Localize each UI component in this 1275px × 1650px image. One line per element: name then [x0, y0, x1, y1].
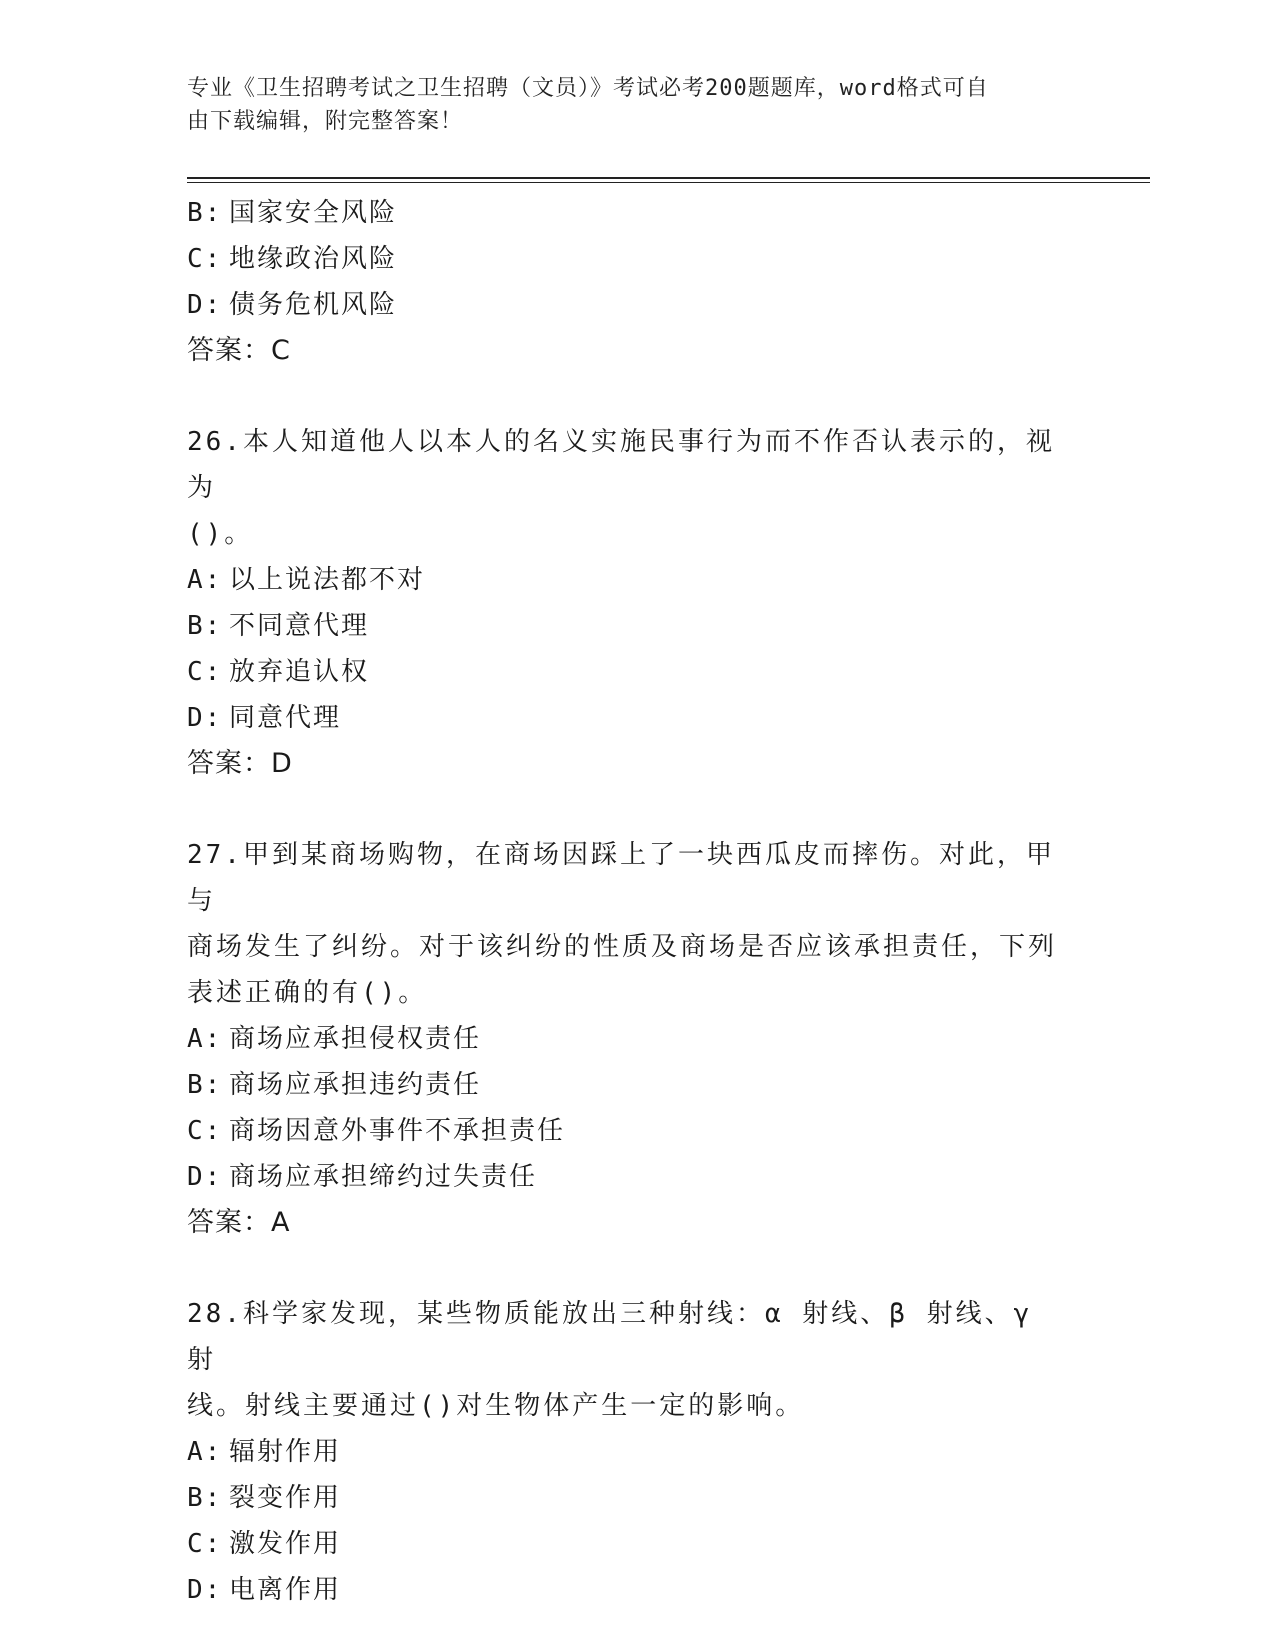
stem-line-2: ()。 — [187, 519, 254, 549]
option-a — [187, 1429, 1087, 1475]
option-text: 以上说法都不对 — [229, 565, 426, 595]
option-text: 放弃追认权 — [229, 657, 370, 687]
option-text: 商场应承担侵权责任 — [229, 1024, 482, 1054]
option-text: 激发作用 — [229, 1529, 342, 1559]
option-b — [187, 603, 1087, 649]
question-27 — [187, 832, 1087, 1246]
spacer — [187, 787, 1087, 832]
option-letter: D: — [187, 703, 223, 733]
option-c — [187, 236, 1087, 282]
answer-line: 答案：A — [187, 1207, 291, 1238]
stem-line-3: 表述正确的有()。 — [187, 978, 428, 1008]
option-letter: B: — [187, 611, 223, 641]
option-b — [187, 190, 1087, 236]
option-letter: B: — [187, 1070, 223, 1100]
option-letter: C: — [187, 1116, 223, 1146]
option-letter: B: — [187, 1483, 223, 1513]
option-d — [187, 695, 1087, 741]
option-c — [187, 649, 1087, 695]
option-d — [187, 1567, 1087, 1613]
header-line-2: 由下载编辑，附完整答案！ — [187, 109, 464, 134]
spacer — [187, 1246, 1087, 1291]
option-text: 商场应承担违约责任 — [229, 1070, 482, 1100]
option-letter: A: — [187, 1024, 223, 1054]
answer-line: 答案：C — [187, 335, 291, 366]
option-letter: B: — [187, 198, 223, 228]
option-text: 同意代理 — [229, 703, 342, 733]
option-a — [187, 557, 1087, 603]
option-letter: C: — [187, 657, 223, 687]
option-letter: D: — [187, 1575, 223, 1605]
option-text: 裂变作用 — [229, 1483, 342, 1513]
stem-line-2: 商场发生了纠纷。对于该纠纷的性质及商场是否应该承担责任，下列 — [187, 932, 1058, 962]
option-d — [187, 1154, 1087, 1200]
stem-line-2: 线。射线主要通过()对生物体产生一定的影响。 — [187, 1391, 805, 1421]
question-stem — [187, 832, 1067, 1016]
option-text: 电离作用 — [229, 1575, 342, 1605]
option-letter: D: — [187, 1162, 223, 1192]
header-divider-thin — [187, 182, 1150, 183]
option-text: 不同意代理 — [229, 611, 370, 641]
option-text: 商场应承担缔约过失责任 — [229, 1162, 538, 1192]
option-text: 国家安全风险 — [229, 198, 398, 228]
stem-line-1: 26.本人知道他人以本人的名义实施民事行为而不作否认表示的，视为 — [187, 427, 1055, 503]
question-26 — [187, 419, 1087, 787]
spacer — [187, 374, 1087, 419]
question-content — [187, 190, 1087, 1613]
answer-line: 答案：D — [187, 748, 293, 779]
option-letter: A: — [187, 1437, 223, 1467]
question-25 — [187, 190, 1087, 374]
stem-line-1: 28.科学家发现，某些物质能放出三种射线：α 射线、β 射线、γ 射 — [187, 1299, 1033, 1375]
option-text: 债务危机风险 — [229, 290, 398, 320]
stem-line-1: 27.甲到某商场购物，在商场因踩上了一块西瓜皮而摔伤。对此，甲与 — [187, 840, 1055, 916]
option-c — [187, 1108, 1087, 1154]
option-c — [187, 1521, 1087, 1567]
document-header — [187, 72, 1067, 138]
option-d — [187, 282, 1087, 328]
header-line-1: 专业《卫生招聘考试之卫生招聘（文员）》考试必考200题题库，word格式可自 — [187, 76, 989, 101]
option-text: 辐射作用 — [229, 1437, 342, 1467]
header-divider-thick — [187, 177, 1150, 179]
option-b — [187, 1062, 1087, 1108]
option-letter: C: — [187, 1529, 223, 1559]
option-text: 地缘政治风险 — [229, 244, 398, 274]
option-text: 商场因意外事件不承担责任 — [229, 1116, 566, 1146]
option-a — [187, 1016, 1087, 1062]
question-stem — [187, 1291, 1067, 1429]
question-28 — [187, 1291, 1087, 1613]
option-b — [187, 1475, 1087, 1521]
option-letter: D: — [187, 290, 223, 320]
option-letter: A: — [187, 565, 223, 595]
option-letter: C: — [187, 244, 223, 274]
question-stem — [187, 419, 1067, 557]
